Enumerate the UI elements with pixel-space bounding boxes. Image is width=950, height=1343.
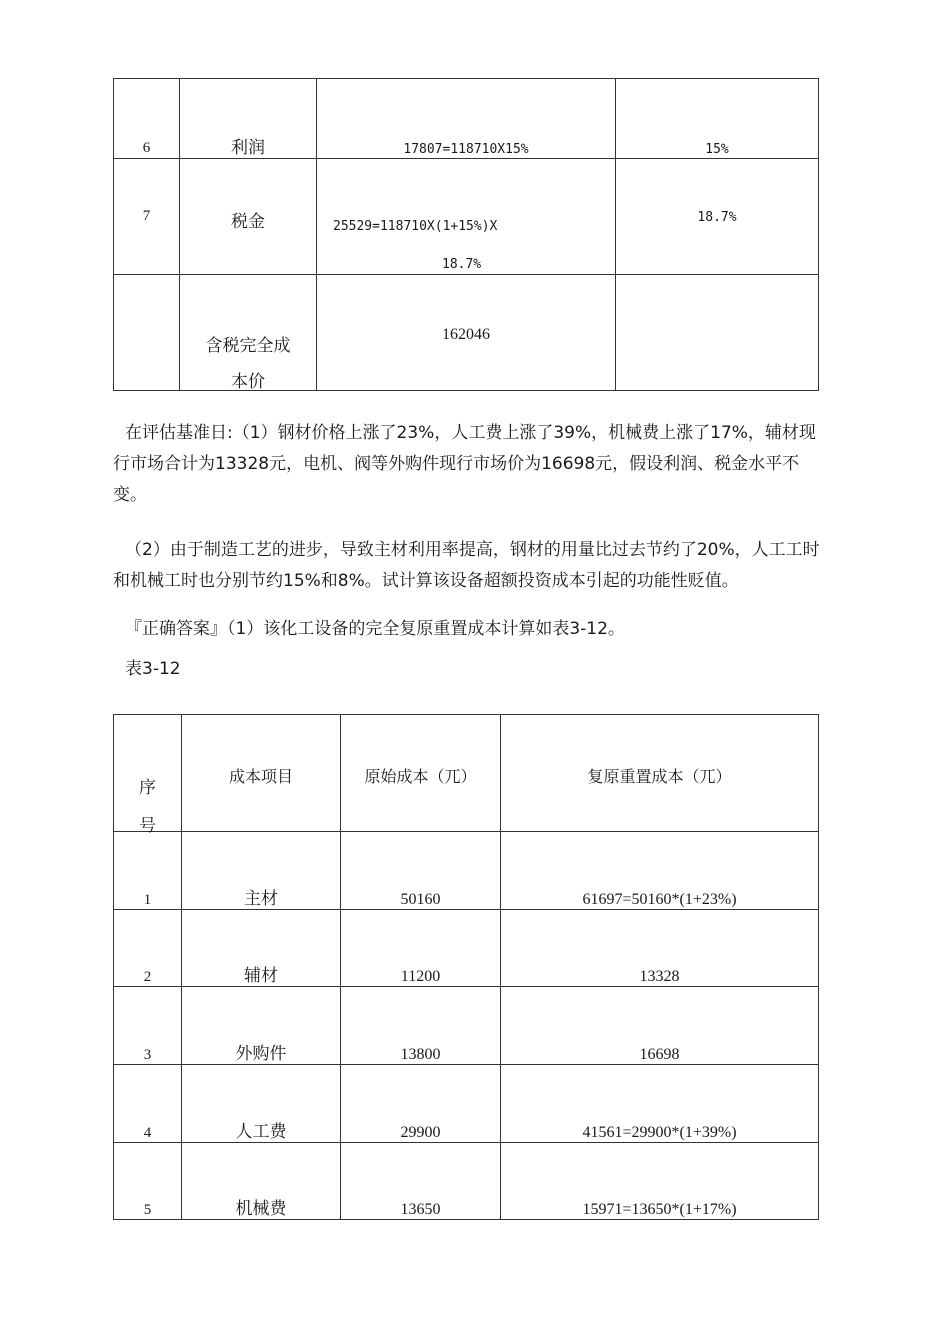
cost-formula-cont: 18.7% bbox=[442, 257, 482, 272]
header-item: 成本项目 bbox=[228, 767, 293, 786]
row-number: 6 bbox=[142, 140, 151, 156]
original-cost: 13650 bbox=[400, 1201, 441, 1218]
table-row bbox=[114, 275, 819, 391]
cost-item: 主材 bbox=[244, 889, 278, 909]
header-no-cont: 号 bbox=[139, 816, 156, 836]
original-cost: 11200 bbox=[400, 968, 441, 985]
table-row bbox=[114, 987, 819, 1065]
cost-item-cont: 本价 bbox=[231, 372, 265, 392]
table-header bbox=[114, 715, 819, 832]
row-number: 4 bbox=[143, 1125, 152, 1141]
cost-formula: 25529=118710X(1+15%)X bbox=[333, 219, 498, 234]
cost-item: 利润 bbox=[231, 138, 265, 158]
cost-item: 税金 bbox=[231, 212, 265, 232]
cost-item: 人工费 bbox=[235, 1122, 287, 1142]
table-row bbox=[114, 79, 819, 159]
cost-table-3-12 bbox=[113, 714, 819, 1220]
row-number: 7 bbox=[142, 208, 151, 224]
row-number: 2 bbox=[143, 969, 152, 985]
row-number: 1 bbox=[143, 892, 152, 908]
table-caption: 表3-12 bbox=[125, 659, 181, 679]
replacement-cost: 61697=50160*(1+23%) bbox=[582, 891, 737, 908]
table-row bbox=[114, 1143, 819, 1220]
table-row bbox=[114, 910, 819, 987]
table-row bbox=[114, 1065, 819, 1143]
header-original: 原始成本（兀） bbox=[364, 767, 477, 786]
cost-rate: 18.7% bbox=[697, 210, 737, 225]
paragraph-1: 在评估基准日:（1）钢材价格上涨了23%，人工费上涨了39%，机械费上涨了17%，辅材现行市场合计为13328元，电机、阀等外购件现行市场价为16698元，假设利润、税金水平不变。 bbox=[113, 423, 816, 505]
cost-item: 辅材 bbox=[244, 966, 278, 986]
paragraph-3: 『正确答案』（1）该化工设备的完全复原重置成本计算如表3-12。 bbox=[125, 619, 625, 639]
header-replacement: 复原重置成本（兀） bbox=[587, 767, 732, 786]
cost-formula: 17807=118710X15% bbox=[403, 142, 529, 157]
cost-rate: 15% bbox=[705, 142, 729, 157]
cost-item: 含税完全成 bbox=[205, 336, 291, 356]
replacement-cost: 13328 bbox=[639, 968, 680, 985]
original-cost: 29900 bbox=[400, 1124, 441, 1141]
table-row bbox=[114, 832, 819, 910]
replacement-cost: 41561=29900*(1+39%) bbox=[582, 1124, 737, 1141]
table-row bbox=[114, 159, 819, 275]
original-cost: 50160 bbox=[400, 891, 441, 908]
row-number: 3 bbox=[143, 1047, 152, 1063]
cost-table-continued bbox=[113, 78, 819, 391]
cost-item: 机械费 bbox=[235, 1199, 287, 1219]
cost-item: 外购件 bbox=[235, 1044, 287, 1064]
replacement-cost: 16698 bbox=[639, 1046, 680, 1063]
row-number: 5 bbox=[143, 1202, 152, 1218]
original-cost: 13800 bbox=[400, 1046, 441, 1063]
total-cost: 162046 bbox=[442, 326, 490, 343]
paragraph-2: （2）由于制造工艺的进步，导致主材利用率提高，钢材的用量比过去节约了20%，人工工时和机械工时也分别节约15%和8%。试计算该设备超额投资成本引起的功能性贬值。 bbox=[113, 540, 820, 591]
header-no: 序 bbox=[139, 778, 156, 798]
replacement-cost: 15971=13650*(1+17%) bbox=[582, 1201, 737, 1218]
